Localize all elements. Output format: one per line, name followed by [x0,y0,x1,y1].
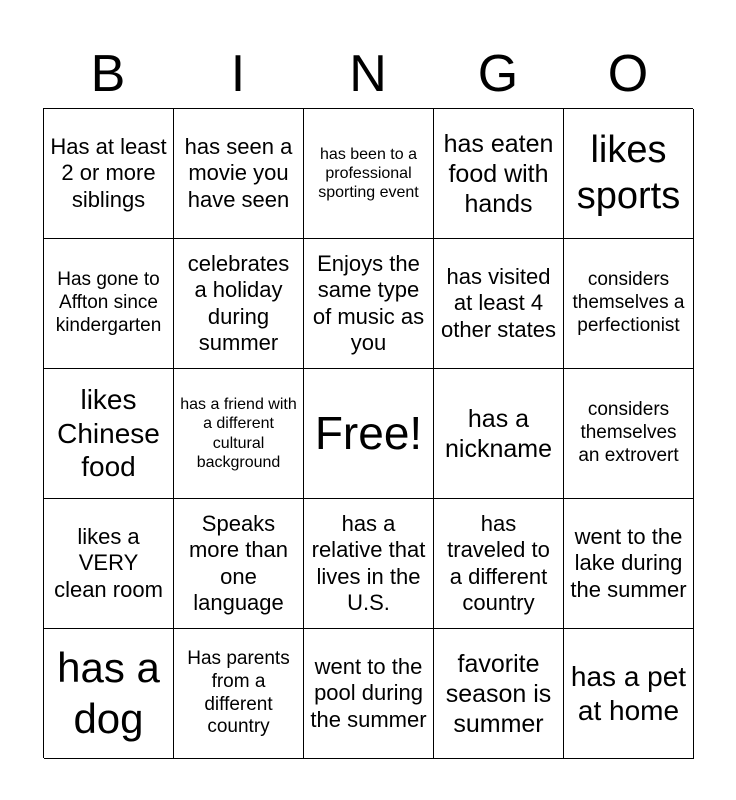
bingo-cell-r2-c3[interactable] [304,239,434,369]
cell-text: went to the lake during the summer [570,523,687,602]
bingo-cell-r5-c4[interactable] [434,629,564,759]
bingo-cell-r2-c1[interactable] [44,239,174,369]
bingo-cell-r4-c1[interactable] [44,499,174,629]
cell-text: has seen a movie you have seen [184,133,293,212]
cell-text: likes Chinese food [57,384,160,483]
bingo-cell-r5-c2[interactable] [174,629,304,759]
bingo-cell-free[interactable] [304,369,434,499]
cell-text: considers themselves a perfectionist [572,269,685,336]
cell-text: considers themselves an extrovert [578,399,679,466]
cell-text: has a dog [57,644,160,742]
cell-text: has traveled to a different country [447,510,550,615]
bingo-cell-r1-c1[interactable] [44,109,174,239]
cell-text: Free! [314,406,423,459]
bingo-cell-r4-c4[interactable] [434,499,564,629]
bingo-grid [43,108,693,758]
bingo-cell-r2-c5[interactable] [564,239,694,369]
cell-text: has been to a professional sporting event [318,145,419,202]
cell-text: has a friend with a different cultural background [180,396,297,471]
cell-text: Has at least 2 or more siblings [50,133,167,212]
bingo-cell-r4-c5[interactable] [564,499,694,629]
bingo-cell-r3-c5[interactable] [564,369,694,499]
cell-text: favorite season is summer [445,649,552,738]
bingo-cell-r3-c4[interactable] [434,369,564,499]
bingo-cell-r2-c4[interactable] [434,239,564,369]
cell-text: has eaten food with hands [443,129,554,218]
cell-text: Enjoys the same type of music as you [312,250,425,355]
bingo-cell-r4-c3[interactable] [304,499,434,629]
bingo-cell-r1-c5[interactable] [564,109,694,239]
bingo-cell-r5-c3[interactable] [304,629,434,759]
cell-text: celebrates a holiday during summer [187,250,290,355]
cell-text: Has gone to Affton since kindergarten [55,269,162,336]
cell-text: has a relative that lives in the U.S. [311,510,426,615]
bingo-cell-r1-c4[interactable] [434,109,564,239]
bingo-cell-r1-c2[interactable] [174,109,304,239]
header-letter-n: N [349,45,387,103]
bingo-cell-r5-c1[interactable] [44,629,174,759]
cell-text: likes a VERY clean room [54,523,163,602]
header-letter-o: O [607,45,649,103]
header-letter-g: G [477,45,519,103]
cell-text: Has parents from a different country [187,647,290,738]
bingo-cell-r5-c5[interactable] [564,629,694,759]
cell-text: has a nickname [445,404,552,463]
bingo-cell-r2-c2[interactable] [174,239,304,369]
cell-text: has a pet at home [570,660,687,726]
cell-text: likes sports [576,128,681,217]
cell-text: has visited at least 4 other states [441,263,556,342]
bingo-cell-r3-c2[interactable] [174,369,304,499]
cell-text: went to the pool during the summer [310,653,427,732]
bingo-cell-r3-c1[interactable] [44,369,174,499]
header-letter-b: B [90,45,126,103]
bingo-cell-r1-c3[interactable] [304,109,434,239]
bingo-cell-r4-c2[interactable] [174,499,304,629]
cell-text: Speaks more than one language [188,510,289,615]
bingo-header [43,40,693,108]
header-letter-i: I [230,45,246,103]
